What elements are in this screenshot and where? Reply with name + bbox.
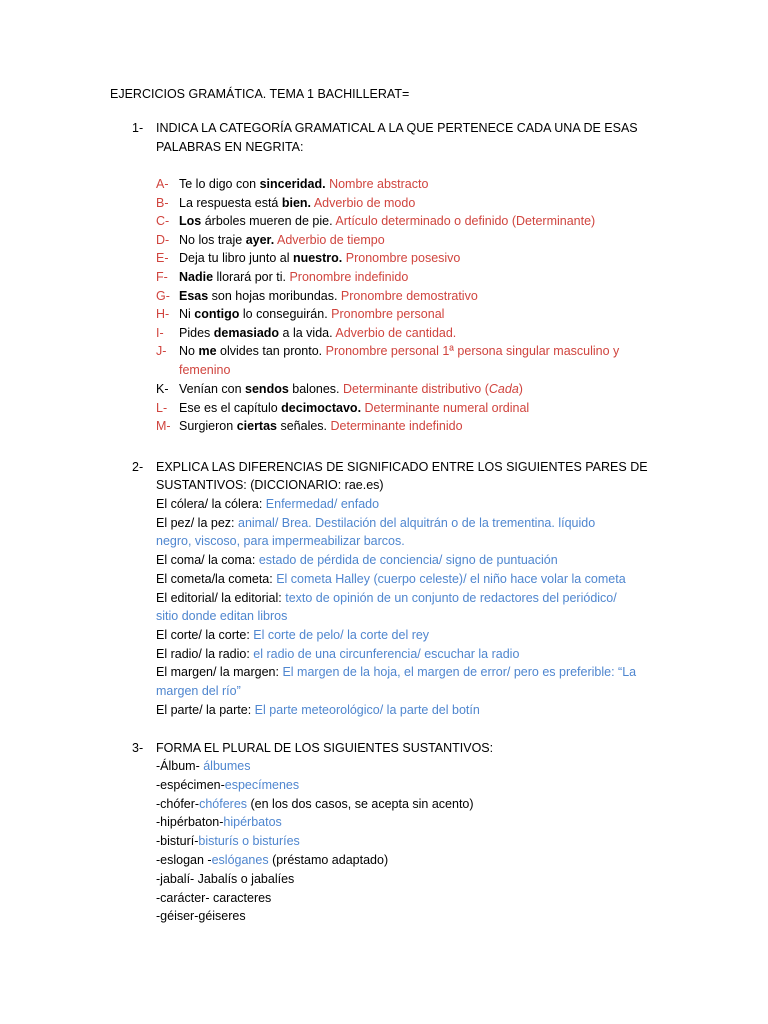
sentence-text: No los traje bbox=[179, 233, 246, 247]
exercise-1-number: 1- bbox=[132, 121, 144, 135]
bold-word: Nadie bbox=[179, 270, 214, 284]
singular-word: -eslogan - bbox=[156, 853, 212, 867]
pair-answer: El margen de la hoja, el margen de error/ pero es preferible: “La bbox=[282, 665, 637, 680]
noun-pair bbox=[156, 516, 595, 530]
pair-answer: el radio de una circunferencia/ escuchar la radio bbox=[253, 646, 520, 661]
sentence-text: Ese es el capítulo bbox=[179, 401, 282, 415]
bold-word: sendos bbox=[245, 382, 289, 396]
item-sentence bbox=[179, 270, 408, 284]
item-letter: B- bbox=[156, 196, 169, 210]
singular-word: -espécimen- bbox=[156, 777, 225, 792]
sentence-text: Te lo digo con bbox=[179, 177, 260, 191]
answer-text: Pronombre personal bbox=[327, 307, 445, 321]
pair-label: El radio/ la radio: bbox=[156, 646, 254, 661]
exercise-1-question-line-2: PALABRAS EN NEGRITA: bbox=[156, 140, 304, 154]
bold-word: ciertas bbox=[236, 419, 277, 433]
document-title: EJERCICIOS GRAMÁTICA. TEMA 1 BACHILLERAT= bbox=[110, 87, 410, 101]
answer-text: Determinante distributivo ( bbox=[339, 382, 489, 396]
answer-text: Pronombre indefinido bbox=[286, 270, 409, 284]
sentence-text: a la vida. bbox=[279, 326, 333, 340]
item-letter: H- bbox=[156, 307, 170, 321]
noun-pair bbox=[156, 553, 558, 567]
item-letter: A- bbox=[156, 177, 169, 191]
sentence-text: olvides tan pronto. bbox=[216, 344, 323, 358]
singular-word: -géiser-géiseres bbox=[156, 909, 246, 924]
noun-pair bbox=[156, 591, 617, 605]
item-letter: D- bbox=[156, 233, 170, 247]
pair-answer-continuation: negro, viscoso, para impermeabilizar barcos. bbox=[156, 534, 405, 549]
bold-word: me bbox=[198, 344, 217, 358]
item-letter: L- bbox=[156, 401, 168, 415]
item-letter: I- bbox=[156, 326, 164, 340]
bold-word: bien. bbox=[281, 196, 312, 210]
pair-answer: Enfermedad/ enfado bbox=[265, 497, 380, 511]
plural-answer: eslóganes bbox=[211, 853, 269, 867]
pair-label: El coma/ la coma: bbox=[156, 553, 259, 568]
noun-pair bbox=[156, 628, 429, 642]
noun-pair bbox=[156, 703, 480, 717]
pair-answer: El cometa Halley (cuerpo celeste)/ el niño hace volar la cometa bbox=[276, 571, 626, 586]
exercise-3-question: FORMA EL PLURAL DE LOS SIGUIENTES SUSTANTIVOS: bbox=[156, 741, 494, 755]
bold-word: Esas bbox=[179, 289, 209, 303]
answer-text: Adverbio de modo bbox=[311, 196, 416, 210]
item-sentence bbox=[179, 382, 523, 396]
singular-word: -carácter- caracteres bbox=[156, 890, 272, 905]
pair-answer-continuation: margen del río” bbox=[156, 684, 241, 698]
pair-answer: estado de pérdida de conciencia/ signo de puntuación bbox=[258, 553, 558, 568]
noun-pair bbox=[156, 665, 636, 679]
sentence-text: señales. bbox=[277, 419, 328, 433]
exercise-2-number: 2- bbox=[132, 460, 144, 474]
plural-answer: chóferes bbox=[199, 796, 248, 811]
noun-pair bbox=[156, 497, 379, 511]
item-sentence bbox=[179, 177, 428, 191]
sentence-text: llorará por ti. bbox=[213, 270, 286, 284]
singular-word: -hipérbaton- bbox=[156, 815, 224, 830]
item-sentence bbox=[179, 401, 529, 415]
plural-item bbox=[156, 909, 246, 923]
item-sentence bbox=[179, 344, 619, 358]
pair-label: El margen/ la margen: bbox=[156, 665, 283, 680]
sentence-text: No bbox=[179, 344, 199, 358]
item-sentence bbox=[179, 233, 385, 247]
exercise-2-question-line-1: EXPLICA LAS DIFERENCIAS DE SIGNIFICADO ENTRE LOS SIGUIENTES PARES DE bbox=[156, 460, 648, 474]
item-letter: F- bbox=[156, 270, 168, 284]
sentence-text: Venían con bbox=[179, 382, 246, 396]
item-letter: M- bbox=[156, 419, 171, 433]
pair-answer: El parte meteorológico/ la parte del botín bbox=[254, 702, 480, 717]
pair-answer: animal/ Brea. Destilación del alquitrán o de la trementina. líquido bbox=[238, 515, 596, 530]
item-letter: E- bbox=[156, 251, 169, 265]
bold-word: demasiado bbox=[213, 326, 280, 340]
sentence-text: lo conseguirán. bbox=[239, 307, 328, 321]
answer-continuation: femenino bbox=[179, 363, 231, 377]
pair-label: El cólera/ la cólera: bbox=[156, 497, 266, 511]
sentence-text: Surgieron bbox=[179, 419, 237, 433]
plural-answer: especímenes bbox=[224, 777, 300, 792]
plural-note: (en los dos casos, se acepta sin acento) bbox=[247, 796, 474, 811]
answer-text: Pronombre demostrativo bbox=[337, 289, 478, 303]
answer-text: Pronombre personal 1ª persona singular masculino y bbox=[322, 344, 620, 358]
pair-label: El editorial/ la editorial: bbox=[156, 590, 286, 605]
pair-answer: El corte de pelo/ la corte del rey bbox=[253, 627, 430, 642]
plural-item bbox=[156, 815, 282, 829]
item-sentence bbox=[179, 196, 415, 210]
plural-item bbox=[156, 834, 300, 848]
singular-word: -bisturí- bbox=[156, 834, 199, 849]
pair-label: El cometa/la cometa: bbox=[156, 571, 277, 586]
bold-word: ayer. bbox=[245, 233, 275, 247]
plural-item bbox=[156, 853, 388, 867]
plural-answer: álbumes bbox=[203, 759, 251, 773]
singular-word: -jabalí- Jabalís o jabalíes bbox=[156, 871, 295, 886]
plural-item bbox=[156, 778, 299, 792]
item-letter: K- bbox=[156, 382, 169, 396]
exercise-1-question-line-1: INDICA LA CATEGORÍA GRAMATICAL A LA QUE PERTENECE CADA UNA DE ESAS bbox=[156, 121, 638, 135]
item-letter: G- bbox=[156, 289, 170, 303]
bold-word: sinceridad. bbox=[259, 177, 326, 191]
bold-word: contigo bbox=[194, 307, 240, 321]
answer-text: Pronombre posesivo bbox=[342, 251, 461, 265]
item-sentence bbox=[179, 419, 463, 433]
sentence-text: Deja tu libro junto al bbox=[179, 251, 293, 265]
item-letter: C- bbox=[156, 214, 170, 228]
item-sentence bbox=[179, 326, 456, 340]
answer-text: Artículo determinado o definido (Determinante) bbox=[332, 214, 596, 228]
bold-word: nuestro. bbox=[292, 251, 343, 265]
plural-item bbox=[156, 891, 271, 905]
pair-label: El parte/ la parte: bbox=[156, 702, 255, 717]
item-sentence bbox=[179, 214, 595, 228]
answer-text: Adverbio de cantidad. bbox=[332, 326, 457, 340]
bold-word: Los bbox=[179, 214, 202, 228]
singular-word: -Álbum- bbox=[156, 759, 204, 773]
sentence-text: balones. bbox=[288, 382, 340, 396]
plural-item bbox=[156, 797, 474, 811]
plural-item bbox=[156, 872, 294, 886]
pair-label: El corte/ la corte: bbox=[156, 627, 254, 642]
pair-label: El pez/ la pez: bbox=[156, 515, 238, 530]
item-sentence bbox=[179, 307, 444, 321]
sentence-text: árboles mueren de pie. bbox=[201, 214, 333, 228]
answer-text: Determinante indefinido bbox=[327, 419, 463, 433]
pair-answer: texto de opinión de un conjunto de redactores del periódico/ bbox=[285, 590, 617, 605]
plural-note: (préstamo adaptado) bbox=[268, 853, 389, 867]
exercise-3-number: 3- bbox=[132, 741, 144, 755]
sentence-text: Pides bbox=[179, 326, 214, 340]
item-letter: J- bbox=[156, 344, 167, 358]
singular-word: -chófer- bbox=[156, 796, 200, 811]
answer-italic: Cada bbox=[488, 382, 519, 396]
sentence-text: La respuesta está bbox=[179, 196, 282, 210]
bold-word: decimoctavo. bbox=[281, 401, 362, 415]
sentence-text: Ni bbox=[179, 307, 195, 321]
plural-answer: bisturís o bisturíes bbox=[198, 834, 300, 849]
pair-answer-continuation: sitio donde editan libros bbox=[156, 609, 288, 624]
answer-text: Determinante numeral ordinal bbox=[361, 401, 530, 415]
item-sentence bbox=[179, 251, 460, 265]
noun-pair bbox=[156, 572, 626, 586]
exercise-2-question-line-2: SUSTANTIVOS: (DICCIONARIO: rae.es) bbox=[156, 478, 384, 492]
plural-item bbox=[156, 759, 250, 773]
sentence-text: son hojas moribundas. bbox=[208, 289, 338, 303]
answer-text: ) bbox=[518, 382, 523, 396]
answer-text: Adverbio de tiempo bbox=[274, 233, 385, 247]
noun-pair bbox=[156, 647, 519, 661]
item-sentence bbox=[179, 289, 478, 303]
plural-answer: hipérbatos bbox=[223, 815, 282, 830]
answer-text: Nombre abstracto bbox=[325, 177, 429, 191]
